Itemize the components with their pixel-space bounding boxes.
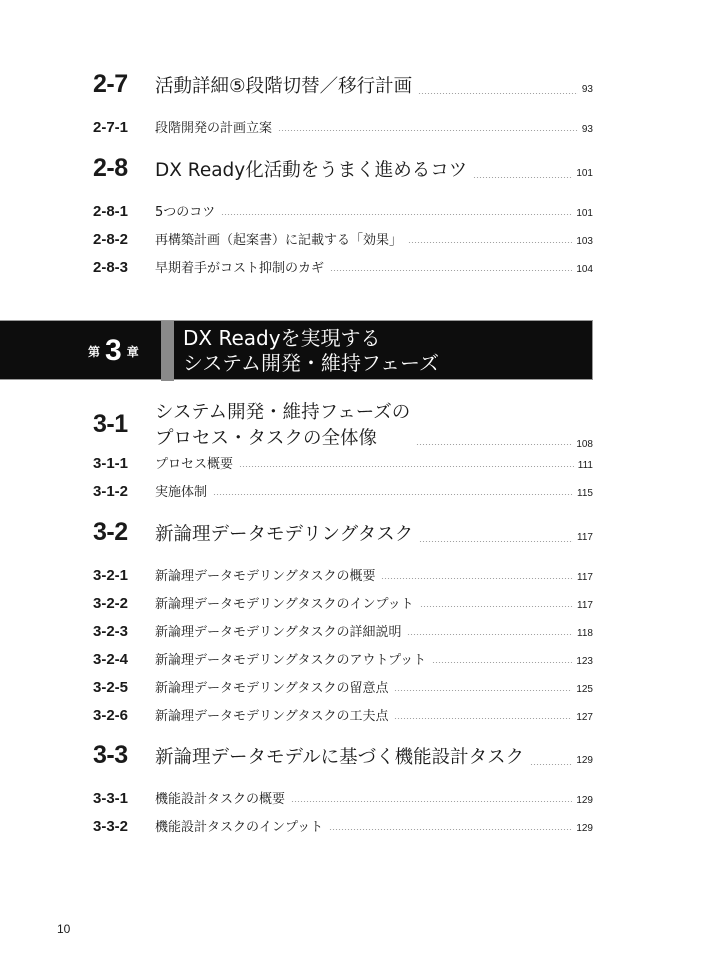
page-number: 117 (577, 532, 593, 543)
toc-entry-2-8-1[interactable] (93, 201, 593, 220)
page-number: 125 (576, 684, 593, 695)
page-number: 129 (576, 795, 593, 806)
subsection-title: 機能設計タスクの概要 (155, 792, 286, 807)
chapter-suffix: 章 (126, 344, 139, 359)
leader-dots (408, 242, 572, 243)
section-title: 新論理データモデリングタスク (155, 524, 414, 545)
toc-entry-2-7-1[interactable] (93, 117, 593, 136)
section-title: 活動詳細⑤段階切替／移行計画 (155, 76, 413, 97)
leader-dots (419, 541, 573, 542)
leader-dots (530, 764, 572, 765)
toc-entry-2-8[interactable] (93, 154, 593, 183)
subsection-number: 3-2-6 (93, 707, 129, 724)
chapter-title (183, 326, 439, 376)
toc-entry-3-2-6[interactable] (93, 705, 593, 724)
chapter-banner[interactable] (0, 320, 593, 380)
subsection-number: 3-3-1 (93, 790, 129, 807)
toc-entry-3-1-1[interactable] (93, 453, 593, 472)
toc-entry-3-3-2[interactable] (93, 816, 593, 835)
leader-dots (381, 578, 573, 579)
subsection-number: 2-8-2 (93, 231, 129, 248)
chapter-divider-bar (161, 321, 174, 381)
section-number: 2-8 (93, 154, 128, 182)
page-number: 127 (576, 712, 593, 723)
page-number: 118 (577, 628, 593, 639)
page-number: 104 (576, 264, 593, 275)
page-number: 93 (581, 84, 593, 95)
page-number: 101 (576, 208, 593, 219)
subsection-number: 2-8-3 (93, 259, 129, 276)
subsection-number: 3-1-1 (93, 455, 129, 472)
subsection-title: 新論理データモデリングタスクの工夫点 (155, 709, 389, 724)
subsection-number: 3-2-5 (93, 679, 129, 696)
section-title (155, 398, 410, 450)
leader-dots (394, 690, 572, 691)
page-number: 108 (576, 439, 593, 450)
subsection-number: 2-7-1 (93, 119, 129, 136)
leader-dots (278, 130, 578, 131)
page-number: 117 (577, 572, 593, 583)
page-number: 111 (577, 460, 593, 471)
section-title: DX Ready化活動をうまく進めるコツ (155, 160, 468, 181)
subsection-number: 3-2-3 (93, 623, 129, 640)
subsection-title: 再構築計画（起案書）に記載する「効果」 (155, 233, 403, 248)
subsection-title: 新論理データモデリングタスクのアウトプット (155, 653, 427, 668)
subsection-number: 3-2-4 (93, 651, 129, 668)
toc-entry-3-2-3[interactable] (93, 621, 593, 640)
toc-entry-3-2-4[interactable] (93, 649, 593, 668)
subsection-number: 3-1-2 (93, 483, 129, 500)
leader-dots (418, 93, 578, 94)
subsection-title: 早期着手がコスト抑制のカギ (155, 261, 325, 276)
page-number: 103 (576, 236, 593, 247)
leader-dots (221, 214, 572, 215)
page-number: 129 (576, 755, 593, 766)
page-number: 101 (576, 168, 593, 179)
section-number: 3-1 (93, 409, 128, 438)
subsection-title: 新論理データモデリングタスクの詳細説明 (155, 625, 402, 640)
page-number: 123 (576, 656, 593, 667)
page-number: 93 (581, 124, 593, 135)
subsection-title: 5つのコツ (155, 205, 216, 220)
chapter-title-line1: DX Readyを実現する (183, 326, 381, 350)
subsection-number: 3-2-1 (93, 567, 129, 584)
leader-dots (330, 270, 572, 271)
chapter-prefix: 第 (88, 344, 101, 359)
leader-dots (291, 801, 572, 802)
toc-entry-3-1[interactable] (93, 398, 593, 450)
subsection-number: 2-8-1 (93, 203, 129, 220)
subsection-title: 新論理データモデリングタスクのインプット (155, 597, 414, 612)
chapter-number: 3 (105, 334, 122, 367)
toc-entry-3-2-2[interactable] (93, 593, 593, 612)
chapter-label (88, 321, 139, 381)
leader-dots (407, 634, 573, 635)
section-number: 3-2 (93, 518, 128, 546)
toc-entry-2-8-2[interactable] (93, 229, 593, 248)
leader-dots (329, 829, 572, 830)
toc-entry-2-8-3[interactable] (93, 257, 593, 276)
subsection-title: 機能設計タスクのインプット (155, 820, 324, 835)
toc-entry-3-3-1[interactable] (93, 788, 593, 807)
subsection-number: 3-2-2 (93, 595, 129, 612)
toc-entry-3-2-1[interactable] (93, 565, 593, 584)
leader-dots (239, 466, 574, 467)
leader-dots (420, 606, 573, 607)
leader-dots (394, 718, 572, 719)
leader-dots (213, 494, 573, 495)
toc-entry-3-1-2[interactable] (93, 481, 593, 500)
page-number: 129 (576, 823, 593, 834)
page-number: 115 (577, 488, 593, 499)
page-number: 117 (577, 600, 593, 611)
subsection-title: 新論理データモデリングタスクの留意点 (155, 681, 389, 696)
toc-entry-3-3[interactable] (93, 741, 593, 770)
footer-page-number: 10 (57, 922, 71, 936)
toc-entry-3-2[interactable] (93, 518, 593, 547)
toc-entry-2-7[interactable] (93, 70, 593, 99)
leader-dots (473, 177, 572, 178)
subsection-title: 実施体制 (155, 485, 208, 500)
leader-dots (432, 662, 572, 663)
section-title: 新論理データモデルに基づく機能設計タスク (155, 747, 525, 768)
leader-dots (416, 444, 572, 445)
chapter-title-line2: システム開発・維持フェーズ (183, 351, 439, 375)
section-title-line1: システム開発・維持フェーズの (155, 402, 411, 423)
subsection-title: プロセス概要 (155, 457, 234, 472)
subsection-number: 3-3-2 (93, 818, 129, 835)
toc-entry-3-2-5[interactable] (93, 677, 593, 696)
section-number: 3-3 (93, 741, 128, 769)
subsection-title: 段階開発の計画立案 (155, 121, 273, 136)
section-number: 2-7 (93, 70, 128, 98)
subsection-title: 新論理データモデリングタスクの概要 (155, 569, 376, 584)
section-title-line2: プロセス・タスクの全体像 (155, 428, 378, 449)
